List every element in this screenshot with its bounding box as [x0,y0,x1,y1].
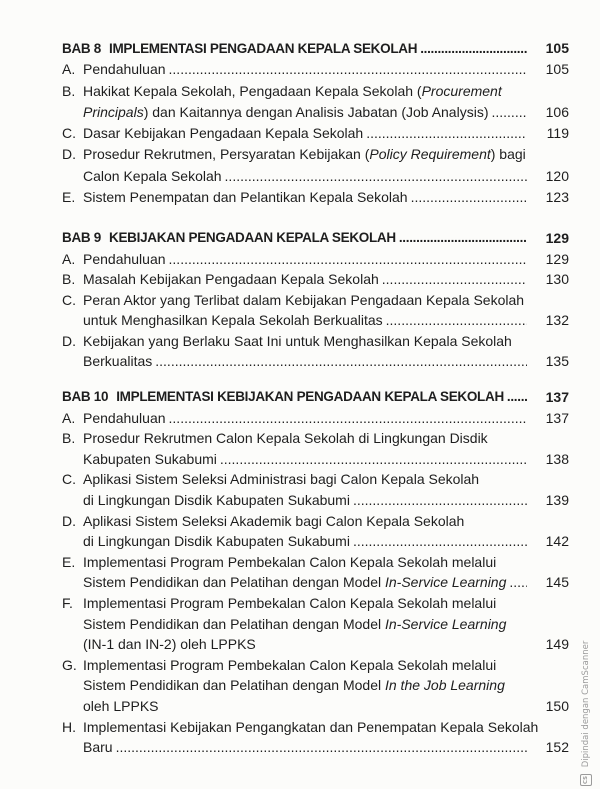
entry-text [83,102,488,123]
toc-entry-9a [62,249,569,270]
entry-text: Prosedur Rekrutmen Calon Kepala Sekolah di Lingkungan Disdik [83,430,488,447]
entry-page-number: 119 [546,125,569,142]
entry-text: Pendahuluan [83,250,166,267]
toc-entry-8d-line-2 [62,166,569,187]
toc-entry-10g-line-3 [62,696,569,717]
entry-letter: B. [62,430,76,447]
entry-letter: D. [62,332,76,349]
toc-entry-8d-line-1 [62,144,569,165]
toc-entry-10a [62,408,569,429]
entry-text: Implementasi Program Pembekalan Calon Kepala Sekolah melalui [83,656,497,673]
entry-text: untuk Menghasilkan Kepala Sekolah Berkualitas [83,312,383,328]
dot-leader [353,531,527,552]
chapter-label: BAB 9 [62,230,102,245]
entry-text: Sistem Penempatan dan Pelantikan Kepala Sekolah [83,189,408,206]
entry-text: Pendahuluan [83,61,166,78]
entry-text-italic: Policy Requirement [369,146,491,163]
entry-text-italic: In the Job Learning [384,677,505,694]
entry-page-number: 123 [545,189,569,206]
entry-text-segment: Sistem Pendidikan dan Pelatihan dengan Model [83,574,385,591]
entry-text-italic: Procurement [421,82,502,99]
dot-leader [366,123,527,144]
dot-leader [225,166,527,187]
entry-text: Masalah Kebijakan Pengadaan Kepala Sekolah [83,271,379,287]
entry-text-segment: ) bagi [490,146,526,163]
entry-text-segment: Prosedur Rekrutmen, Persyaratan Kebijakan ( [83,146,370,163]
dot-leader [116,737,527,758]
toc-entry-8e [62,187,569,208]
entry-text [83,675,505,696]
chapter-page-number: 105 [545,40,569,56]
toc-entry-10c-line-1 [62,469,569,490]
entry-text [83,614,506,635]
bab-8-heading [62,38,569,59]
entry-text: Calon Kepala Sekolah [83,167,222,184]
toc-entry-8b-line-1 [62,81,569,102]
entry-page-number: 145 [545,574,569,591]
entry-letter: D. [62,512,76,529]
toc-entry-8c [62,123,569,144]
dot-leader [169,408,527,429]
chapter-title: KEBIJAKAN PENGADAAN KEPALA SEKOLAH [109,230,396,245]
toc-entry-8a [62,59,569,80]
camscanner-logo-icon: CS [580,774,592,786]
entry-text: Pendahuluan [83,409,166,426]
entry-text: Berkualitas [83,353,153,369]
camscanner-watermark [580,640,593,786]
entry-letter: A. [62,250,76,267]
chapter-title: IMPLEMENTASI KEBIJAKAN PENGADAAN KEPALA SEKOLAH [116,389,504,404]
entry-text-segment: Sistem Pendidikan dan Pelatihan dengan Model [83,615,385,632]
entry-page-number: 149 [545,636,569,653]
entry-page-number: 106 [545,103,569,120]
toc-entry-9b [62,269,569,290]
entry-text: Baru [83,739,113,756]
entry-page-number: 132 [545,312,569,328]
toc-entry-9d-line-2 [62,351,569,372]
entry-letter: H. [62,718,76,735]
dot-leader [169,249,527,270]
entry-text-segment: Sistem Pendidikan dan Pelatihan dengan Model [83,677,385,694]
entry-page-number: 120 [545,167,569,184]
toc-entry-8b-line-2 [62,102,569,123]
entry-text-segment: Hakikat Kepala Sekolah, Pengadaan Kepala Sekolah ( [83,82,422,99]
toc-entry-10g-line-1 [62,655,569,676]
chapter-title: IMPLEMENTASI PENGADAAN KEPALA SEKOLAH [109,41,418,56]
toc-entry-10f-line-1 [62,593,569,614]
dot-leader [353,490,527,511]
entry-text: di Lingkungan Disdik Kabupaten Sukabumi [83,533,350,550]
entry-letter: B. [62,82,76,99]
chapter-label: BAB 10 [62,389,109,404]
dot-leader [386,310,527,331]
entry-letter: D. [62,146,76,163]
toc-entry-10f-line-3 [62,634,569,655]
entry-text: oleh LPPKS [83,697,159,714]
dot-leader [507,387,527,408]
watermark-text: Dipindai dengan CamScanner [581,640,591,768]
entry-text-italic: In-Service Learning [384,574,507,591]
entry-page-number: 139 [545,491,569,508]
entry-letter: C. [62,291,76,308]
chapter-page-number: 137 [545,389,569,405]
entry-page-number: 129 [545,250,569,267]
entry-text: (IN-1 dan IN-2) oleh LPPKS [83,636,256,653]
entry-letter: G. [62,656,77,673]
dot-leader [169,59,527,80]
entry-text-italic: In-Service Learning [384,615,507,632]
entry-text: di Lingkungan Disdik Kabupaten Sukabumi [83,491,350,508]
bab-9-section [62,228,569,372]
entry-letter: F. [62,594,73,611]
entry-text: Kebijakan yang Berlaku Saat Ini untuk Menghasilkan Kepala Sekolah [83,332,512,349]
toc-entry-10f-line-2 [62,614,569,635]
toc-entry-10d-line-1 [62,511,569,532]
entry-text: Dasar Kebijakan Pengadaan Kepala Sekolah [83,125,364,142]
toc-entry-10c-line-2 [62,490,569,511]
toc-entry-9c-line-2 [62,310,569,331]
entry-text [83,572,506,593]
dot-leader [155,351,527,372]
entry-page-number: 142 [545,533,569,550]
entry-letter: C. [62,471,76,488]
entry-text: Implementasi Program Pembekalan Calon Kepala Sekolah melalui [83,553,497,570]
entry-page-number: 135 [545,353,569,369]
dot-leader [220,449,527,470]
toc-entry-10e-line-1 [62,552,569,573]
entry-letter: B. [62,271,76,287]
dot-leader [399,228,527,249]
entry-text: Kabupaten Sukabumi [83,450,217,467]
entry-letter: A. [62,61,76,78]
toc-entry-10b-line-2 [62,449,569,470]
toc-entry-10h-line-1 [62,717,569,738]
entry-text-segment: ) dan Kaitannya dengan Analisis Jabatan (Job Analysis) [143,103,489,120]
entry-letter: C. [62,125,76,142]
entry-page-number: 152 [545,739,569,756]
entry-page-number: 150 [545,697,569,714]
bab-10-heading [62,387,569,408]
dot-leader [420,38,527,59]
toc-entry-10h-line-2 [62,737,569,758]
entry-text: Implementasi Program Pembekalan Calon Kepala Sekolah melalui [83,594,497,611]
entry-text-italic: Principals [83,103,144,120]
dot-leader [382,269,527,290]
toc-entry-9c-line-1 [62,290,569,311]
entry-page-number: 138 [545,450,569,467]
entry-text [83,144,526,165]
bab-10-section [62,387,569,758]
bab-9-heading [62,228,569,249]
entry-text: Aplikasi Sistem Seleksi Akademik bagi Calon Kepala Sekolah [83,512,465,529]
entry-page-number: 137 [545,409,569,426]
entry-text: Aplikasi Sistem Seleksi Administrasi bagi Calon Kepala Sekolah [83,471,480,488]
toc-entry-10e-line-2 [62,572,569,593]
chapter-label: BAB 8 [62,41,102,56]
entry-letter: E. [62,553,76,570]
toc-entry-9d-line-1 [62,331,569,352]
entry-letter: A. [62,409,76,426]
dot-leader [491,102,527,123]
entry-page-number: 130 [545,271,569,287]
entry-text: Implementasi Kebijakan Pengangkatan dan Penempatan Kepala Sekolah [83,718,539,735]
entry-page-number: 105 [545,61,569,78]
toc-entry-10b-line-1 [62,428,569,449]
entry-text [83,81,502,102]
toc-entry-10g-line-2 [62,675,569,696]
entry-text: Peran Aktor yang Terlibat dalam Kebijakan Pengadaan Kepala Sekolah [83,291,525,308]
dot-leader [509,572,527,593]
chapter-page-number: 129 [545,230,569,246]
toc-entry-10d-line-2 [62,531,569,552]
entry-letter: E. [62,189,76,206]
bab-8-section [62,38,569,208]
dot-leader [411,187,527,208]
